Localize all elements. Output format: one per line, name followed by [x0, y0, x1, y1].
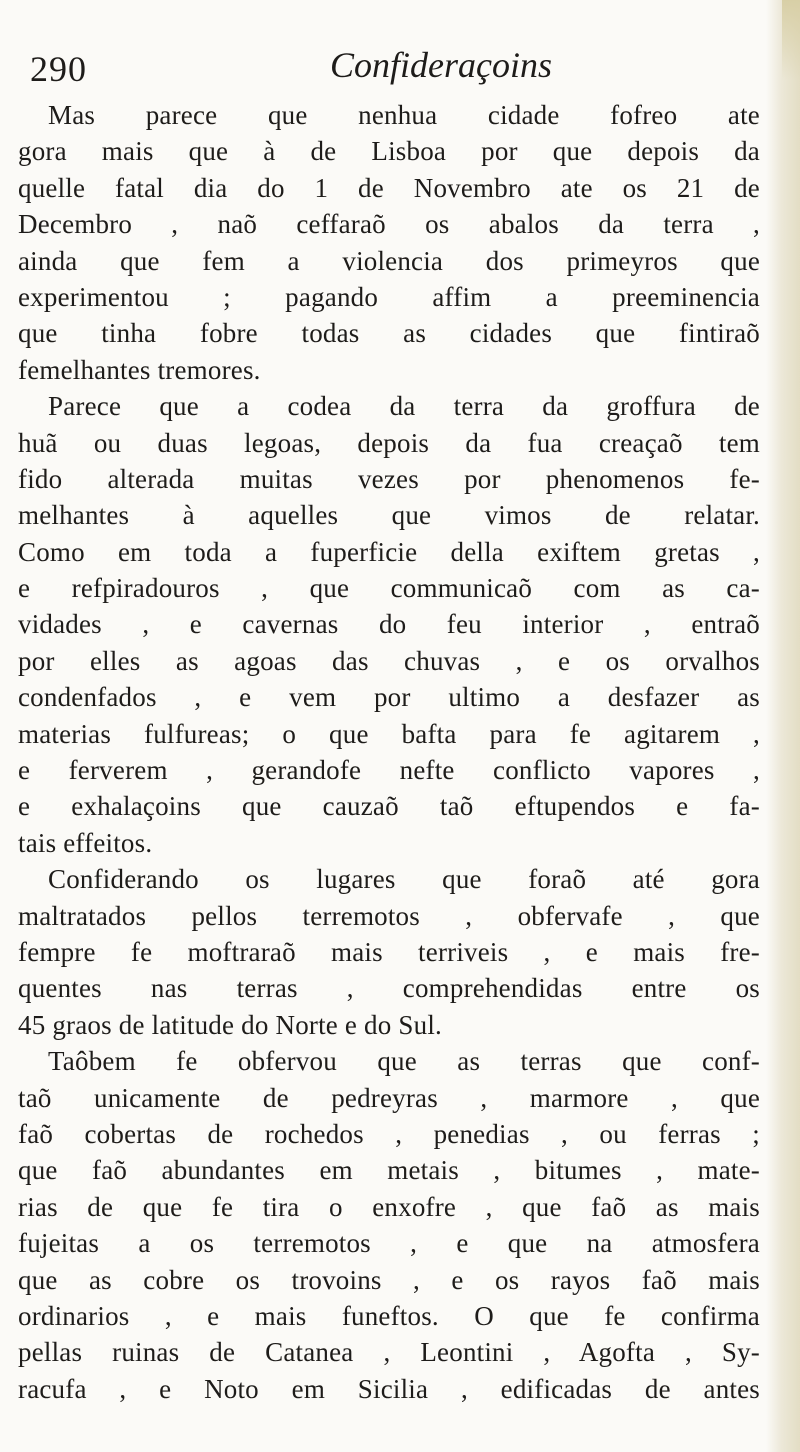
text-line: por elles as agoas das chuvas , e os orvalhos: [18, 645, 760, 676]
text-line: Parece que a codea da terra da groffura de: [48, 391, 760, 422]
text-line: rias de que fe tira o enxofre , que faõ as mais: [18, 1191, 760, 1222]
page-header: [30, 40, 770, 92]
text-line: Como em toda a fuperficie della exiftem gretas ,: [18, 536, 760, 567]
text-line: materias fulfureas; o que bafta para fe agitarem ,: [18, 718, 760, 749]
text-line: racufa , e Noto em Sicilia , edificadas de antes: [18, 1373, 760, 1404]
text-line: taõ unicamente de pedreyras , marmore , que: [18, 1082, 760, 1113]
text-line: que as cobre os trovoins , e os rayos faõ mais: [18, 1264, 760, 1295]
text-line: e refpiradouros , que communicaõ com as ca-: [18, 573, 760, 604]
text-line: que faõ abundantes em metais , bitumes , mate-: [18, 1155, 760, 1186]
text-line: quentes nas terras , comprehendidas entre os: [18, 973, 760, 1004]
running-head: Confideraçoins: [330, 45, 552, 85]
page-stain: [782, 0, 800, 80]
text-line: ordinarios , e mais funeftos. O que fe confirma: [18, 1300, 760, 1331]
text-line: femelhantes tremores.: [18, 354, 261, 385]
page-number: 290: [30, 49, 87, 89]
text-line: e exhalaçoins que cauzaõ taõ eftupendos e fa-: [18, 791, 760, 822]
text-line: faõ cobertas de rochedos , penedias , ou ferras ;: [18, 1118, 760, 1149]
body-text: [18, 97, 760, 1407]
text-line: Confiderando os lugares que foraõ até gora: [48, 864, 760, 895]
text-line: experimentou ; pagando affim a preeminencia: [18, 281, 760, 312]
text-line: maltratados pellos terremotos , obfervafe , que: [18, 900, 760, 931]
text-line: tais effeitos.: [18, 827, 153, 858]
text-line: gora mais que à de Lisboa por que depois da: [18, 136, 760, 167]
text-line: vidades , e cavernas do feu interior , entraõ: [18, 609, 760, 640]
text-line: Taôbem fe obfervou que as terras que conf-: [48, 1046, 760, 1077]
text-line: que tinha fobre todas as cidades que fintiraõ: [18, 318, 760, 349]
page-edge-shadow: [766, 0, 800, 1452]
text-line: condenfados , e vem por ultimo a desfazer as: [18, 682, 760, 713]
text-line: Mas parece que nenhua cidade fofreo ate: [48, 100, 760, 130]
text-line: e ferverem , gerandofe nefte conflicto vapores ,: [18, 755, 760, 786]
text-line: melhantes à aquelles que vimos de relatar.: [18, 500, 760, 531]
text-line: Decembro , naõ ceffaraõ os abalos da terra ,: [18, 209, 760, 240]
text-line: fempre fe moftraraõ mais terriveis , e mais fre-: [18, 936, 760, 967]
text-line: quelle fatal dia do 1 de Novembro ate os 21 de: [18, 172, 760, 203]
text-line: 45 graos de latitude do Norte e do Sul.: [18, 1009, 442, 1040]
text-line: huã ou duas legoas, depois da fua creaçaõ tem: [18, 427, 760, 458]
text-line: fido alterada muitas vezes por phenomenos fe-: [18, 463, 760, 494]
text-line: ainda que fem a violencia dos primeyros que: [18, 245, 760, 276]
text-line: fujeitas a os terremotos , e que na atmosfera: [18, 1228, 760, 1259]
text-line: pellas ruinas de Catanea , Leontini , Agofta , Sy-: [18, 1337, 760, 1368]
